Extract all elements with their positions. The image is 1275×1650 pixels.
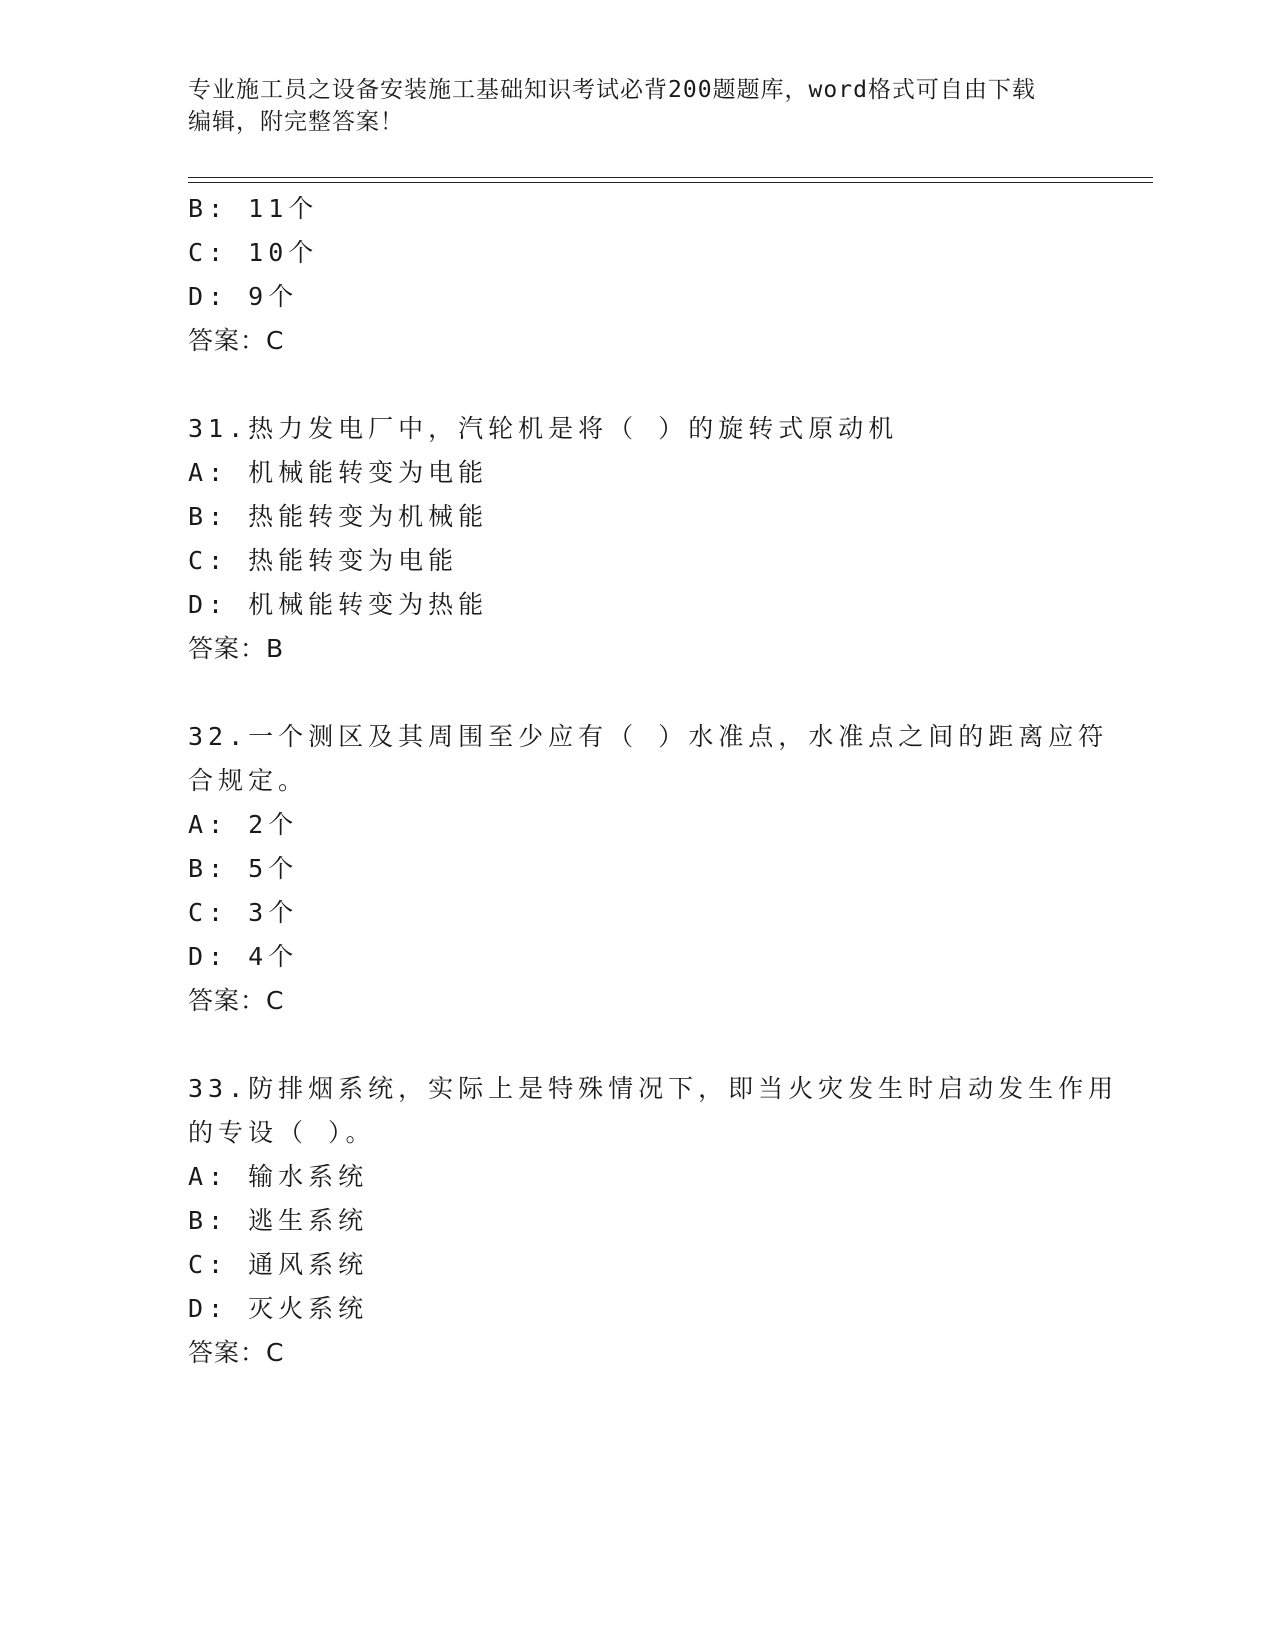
- answer-line: 答案：C: [188, 326, 285, 355]
- question-text: 31.热力发电厂中，汽轮机是将（ ）的旋转式原动机: [188, 414, 899, 443]
- option-line: D: 4个: [188, 942, 299, 971]
- question-text: 32.一个测区及其周围至少应有（ ）水准点，水准点之间的距离应符: [188, 722, 1109, 751]
- option-line: D: 机械能转变为热能: [188, 590, 489, 619]
- header-line-2: 编辑，附完整答案！: [188, 109, 404, 135]
- header-line-1: 专业施工员之设备安装施工基础知识考试必背200题题库，word格式可自由下载: [188, 77, 1036, 103]
- option-line: D: 灭火系统: [188, 1294, 369, 1323]
- option-line: B: 5个: [188, 854, 299, 883]
- option-line: C: 通风系统: [188, 1250, 369, 1279]
- answer-line: 答案：C: [188, 1338, 285, 1367]
- option-line: A: 2个: [188, 810, 299, 839]
- question-text-continued: 的专设（ ）。: [188, 1118, 376, 1147]
- option-line: B: 11个: [188, 194, 319, 223]
- option-line: D: 9个: [188, 282, 299, 311]
- answer-line: 答案：B: [188, 634, 285, 663]
- option-line: C: 热能转变为电能: [188, 546, 459, 575]
- option-line: A: 输水系统: [188, 1162, 369, 1191]
- option-line: C: 10个: [188, 238, 319, 267]
- answer-line: 答案：C: [188, 986, 285, 1015]
- question-text-continued: 合规定。: [188, 766, 309, 795]
- option-line: B: 热能转变为机械能: [188, 502, 489, 531]
- option-line: A: 机械能转变为电能: [188, 458, 489, 487]
- option-line: C: 3个: [188, 898, 299, 927]
- document-header: [188, 74, 1088, 138]
- option-line: B: 逃生系统: [188, 1206, 369, 1235]
- header-divider-top: [188, 177, 1153, 178]
- header-divider-bottom: [188, 182, 1153, 183]
- question-text: 33.防排烟系统，实际上是特殊情况下，即当火灾发生时启动发生作用: [188, 1074, 1119, 1103]
